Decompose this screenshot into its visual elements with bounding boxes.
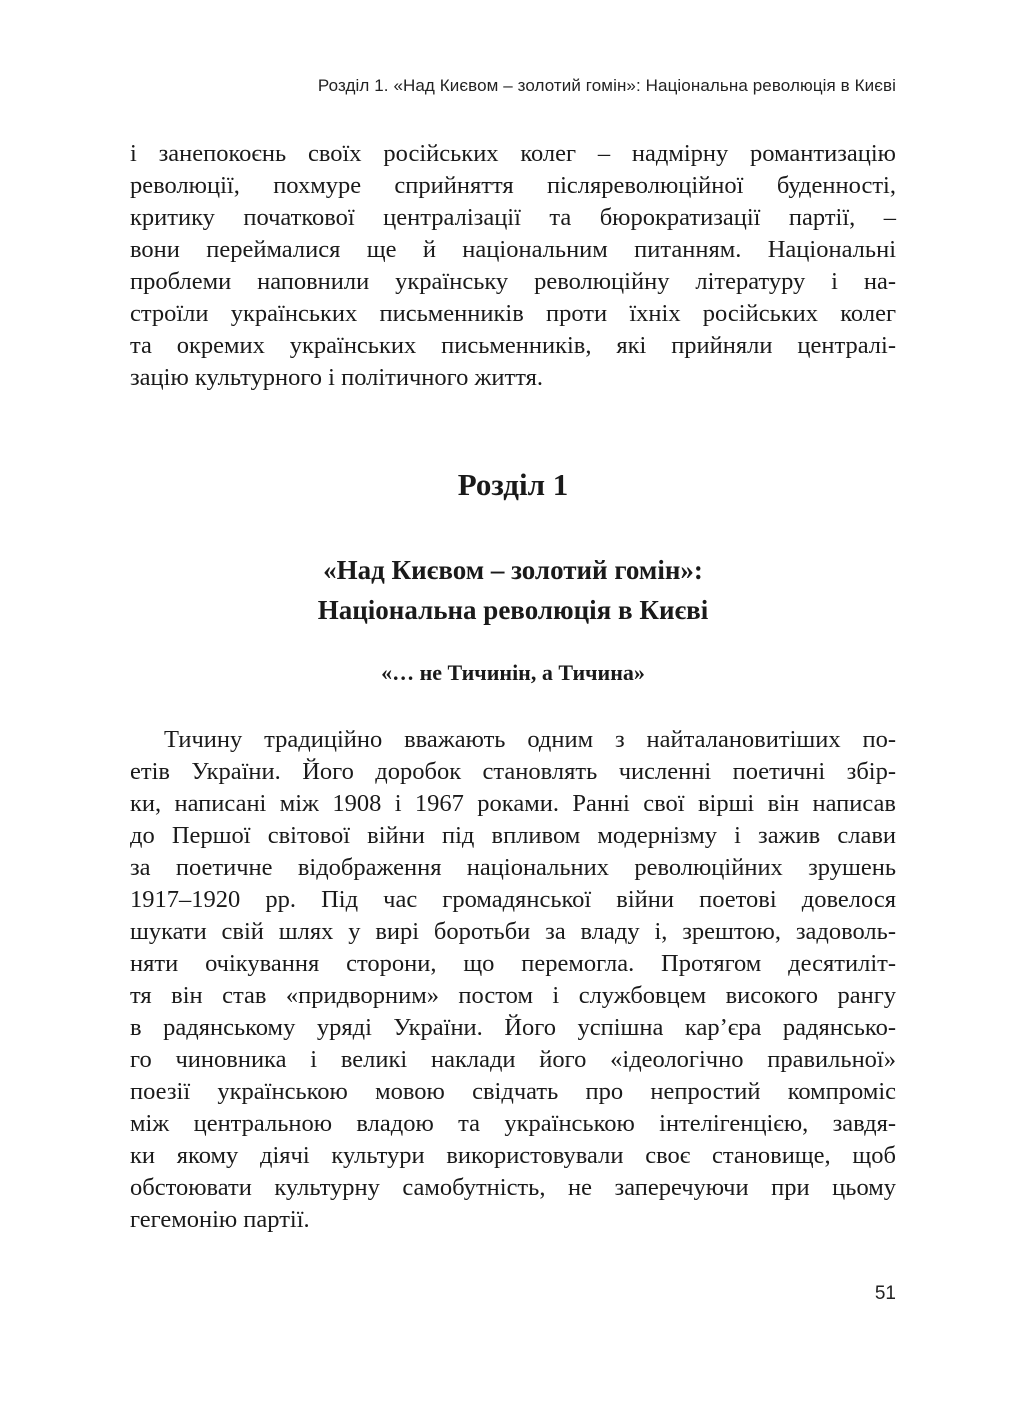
chapter-title-line: Національна революція в Києві [317,595,709,625]
chapter-heading: Розділ 1 [457,467,569,502]
text-line: в радянському уряді України. Його успішна кар’єра радянсько- [130,1014,896,1041]
text-line: етів України. Його доробок становлять численні поетичні збір- [130,758,896,785]
text-line: ки якому діячі культури використовували своє становище, щоб [130,1142,896,1169]
text-line: тя він став «придворним» постом і службовцем високого рангу [130,982,896,1009]
text-line: го чиновника і великі наклади його «ідеологічно правильної» [130,1046,896,1073]
text-line: зацію культурного і політичного життя. [130,364,543,391]
text-line: до Першої світової війни під впливом модернізму і зажив слави [130,822,896,849]
text-line: поезії українською мовою свідчать про непростий компроміс [130,1078,896,1105]
chapter-title-line: «Над Києвом – золотий гомін»: [323,555,703,585]
paragraph-continuation [130,138,896,394]
text-line: проблеми наповнили українську революційну літературу і на- [130,268,896,295]
text-line: і занепокоєнь своїх російських колег – надмірну романтизацію [130,140,896,167]
chapter-title [130,550,896,630]
text-line: обстоювати культурну самобутність, не заперечуючи при цьому [130,1174,896,1201]
section-title: «… не Тичинін, а Тичина» [381,660,645,685]
text-line: гегемонію партії. [130,1206,310,1233]
text-line: за поетичне відображення національних революційних зрушень [130,854,896,881]
text-line: Тичину традиційно вважають одним з найталановитіших по- [164,726,896,753]
text-line: шукати свій шлях у вирі боротьби за владу і, зрештою, задоволь- [130,918,896,945]
text-line: строїли українських письменників проти їхніх російських колег [130,300,896,327]
text-line: вони переймалися ще й національним питанням. Національні [130,236,896,263]
text-line: 1917–1920 рр. Під час громадянської війни поетові довелося [130,886,896,913]
text-line: та окремих українських письменників, які прийняли централі- [130,332,896,359]
page-number: 51 [874,1283,896,1304]
paragraph-body [130,724,896,1236]
text-line: між центральною владою та українською інтелігенцією, завдя- [130,1110,896,1137]
text-line: ки, написані між 1908 і 1967 роками. Ранні свої вірші він написав [130,790,896,817]
text-line: критику початкової централізації та бюрократизації партії, – [130,204,896,231]
text-line: революції, похмуре сприйняття післяреволюційної буденності, [130,172,896,199]
text-line: няти очікування сторони, що перемогла. Протягом десятиліт- [130,950,896,977]
running-header: Розділ 1. «Над Києвом – золотий гомін»: Національна революція в Києві [317,76,896,95]
